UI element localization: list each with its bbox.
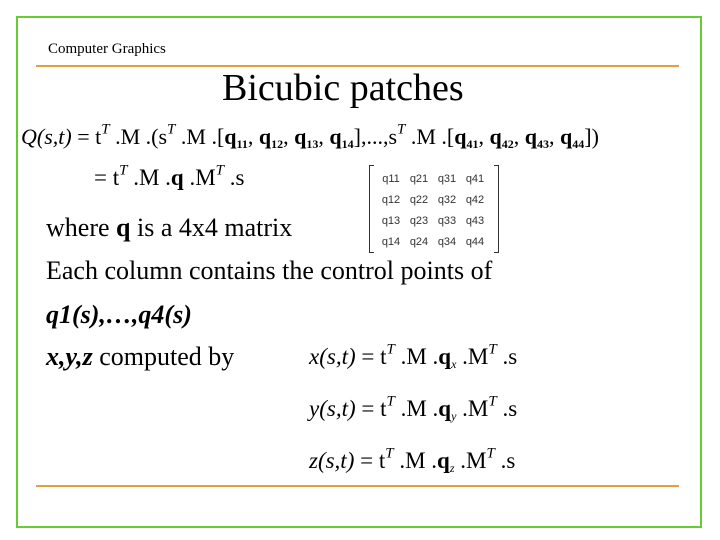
matrix-cell: q32 xyxy=(437,193,457,206)
matrix-cell: q34 xyxy=(437,235,457,248)
eq-x-sub: x xyxy=(451,357,457,372)
matrix-cell: q13 xyxy=(381,214,401,227)
line1-post: is a 4x4 matrix xyxy=(130,213,293,242)
eq-y-lhs: y(s,t) xyxy=(309,396,356,421)
matrix-row xyxy=(377,168,489,189)
eq-z-pre: = t xyxy=(354,448,386,473)
eq-main-q43-sub: 43 xyxy=(537,137,549,152)
eq-z-sup-2: T xyxy=(486,445,495,462)
matrix-cell: q14 xyxy=(381,235,401,248)
matrix-cell: q11 xyxy=(382,172,400,185)
eq-z-q: q xyxy=(437,448,450,473)
eq-main-lhs: Q(s,t) xyxy=(21,124,72,149)
equation-z xyxy=(309,445,516,476)
eq-z-post: .s xyxy=(494,448,516,473)
eq-z-sup-1: T xyxy=(385,445,394,462)
slide-header-label: Computer Graphics xyxy=(48,41,166,57)
line1-q: q xyxy=(116,213,131,242)
matrix-cell: q41 xyxy=(465,172,485,185)
matrix-cell: q12 xyxy=(381,193,401,206)
eq-main-q41-sub: 41 xyxy=(466,137,479,152)
eq-main-q43: q xyxy=(524,124,537,149)
q-matrix xyxy=(369,165,499,255)
eq-main-sup-1: T xyxy=(101,121,110,138)
eq-second-pre: = t xyxy=(94,165,120,190)
footer-divider xyxy=(36,485,679,487)
eq-y-q: q xyxy=(438,396,452,421)
body-line-q-functions: q1(s),…,q4(s) xyxy=(46,300,192,329)
eq-second-sup-1: T xyxy=(119,162,128,179)
slide-title: Bicubic patches xyxy=(222,67,464,109)
eq-y-pre: = t xyxy=(355,396,387,421)
body-line-computed xyxy=(46,342,234,372)
eq-y-sup-1: T xyxy=(386,393,395,410)
eq-main-comma: , xyxy=(549,124,560,149)
body-line-column: Each column contains the control points of xyxy=(46,256,493,285)
eq-main-part4: ],...,s xyxy=(353,124,398,149)
eq-main-comma: , xyxy=(318,124,330,149)
matrix-cell: q44 xyxy=(465,235,485,248)
eq-main-part1: = t xyxy=(71,124,102,149)
eq-main-q42-sub: 42 xyxy=(501,137,514,152)
eq-x-lhs: x(s,t) xyxy=(309,344,356,369)
line4-vars: x,y,z xyxy=(46,342,93,371)
eq-main-comma: , xyxy=(513,124,525,149)
eq-y-post: .s xyxy=(496,396,518,421)
matrix-cell: q31 xyxy=(437,172,457,185)
matrix-row xyxy=(377,189,489,210)
eq-main-q12: q xyxy=(258,124,272,149)
eq-y-sup-2: T xyxy=(488,393,497,410)
eq-main-q12-sub: 12 xyxy=(271,137,284,152)
eq-x-pre: = t xyxy=(355,344,387,369)
eq-x-mid1: .M . xyxy=(394,344,439,369)
eq-x-sup-2: T xyxy=(488,341,497,358)
eq-main-comma: , xyxy=(247,124,259,149)
body-line-where xyxy=(46,213,292,243)
eq-main-comma: , xyxy=(478,124,490,149)
eq-x-mid2: .M xyxy=(456,344,489,369)
line4-post: computed by xyxy=(92,342,235,371)
eq-y-mid1: .M . xyxy=(394,396,439,421)
eq-main-q11: q xyxy=(224,124,237,149)
eq-second-sup-2: T xyxy=(215,162,225,179)
eq-main-q14-sub: 14 xyxy=(341,137,354,152)
line1-pre: where xyxy=(46,213,117,242)
eq-main-q13: q xyxy=(294,124,307,149)
matrix-cell: q42 xyxy=(465,193,485,206)
matrix-right-bracket xyxy=(494,165,499,253)
eq-second-q: q xyxy=(170,165,184,190)
eq-second-mid2: .M xyxy=(183,165,216,190)
eq-x-q: q xyxy=(438,344,452,369)
eq-main-q42: q xyxy=(489,124,502,149)
eq-x-post: .s xyxy=(496,344,518,369)
matrix-left-bracket xyxy=(369,165,374,253)
equation-x xyxy=(309,341,518,372)
eq-main-part3: .M .[ xyxy=(175,124,225,149)
eq-main-q41: q xyxy=(454,124,467,149)
eq-x-sup-1: T xyxy=(386,341,395,358)
matrix-row xyxy=(377,231,489,252)
eq-main-part5: .M .[ xyxy=(405,124,455,149)
eq-main-q11-sub: 11 xyxy=(236,137,248,152)
equation-y xyxy=(309,393,518,424)
eq-main-sup-2: T xyxy=(167,121,176,138)
matrix-row xyxy=(377,210,489,231)
eq-z-mid1: .M . xyxy=(393,448,438,473)
eq-z-lhs: z(s,t) xyxy=(309,448,355,473)
eq-main-comma: , xyxy=(283,124,295,149)
eq-y-mid2: .M xyxy=(456,396,489,421)
matrix-cell: q22 xyxy=(409,193,429,206)
matrix-table xyxy=(377,168,489,252)
eq-z-sub: z xyxy=(449,461,455,476)
matrix-cell: q43 xyxy=(465,214,485,227)
matrix-cell: q24 xyxy=(409,235,429,248)
matrix-cell: q33 xyxy=(437,214,457,227)
eq-main-q44-sub: 44 xyxy=(572,137,585,152)
matrix-cell: q21 xyxy=(409,172,429,185)
eq-second-mid1: .M . xyxy=(127,165,171,190)
eq-z-mid2: .M xyxy=(454,448,487,473)
matrix-cell: q23 xyxy=(409,214,429,227)
eq-main-q13-sub: 13 xyxy=(306,137,319,152)
equation-main xyxy=(21,121,599,152)
eq-main-part2: .M .(s xyxy=(109,124,168,149)
eq-main-close: ]) xyxy=(584,124,599,149)
eq-main-q44: q xyxy=(560,124,573,149)
eq-main-q14: q xyxy=(329,124,342,149)
eq-second-post: .s xyxy=(224,165,245,190)
eq-y-sub: y xyxy=(451,409,457,424)
equation-second xyxy=(94,162,245,191)
eq-main-sup-3: T xyxy=(397,121,406,138)
